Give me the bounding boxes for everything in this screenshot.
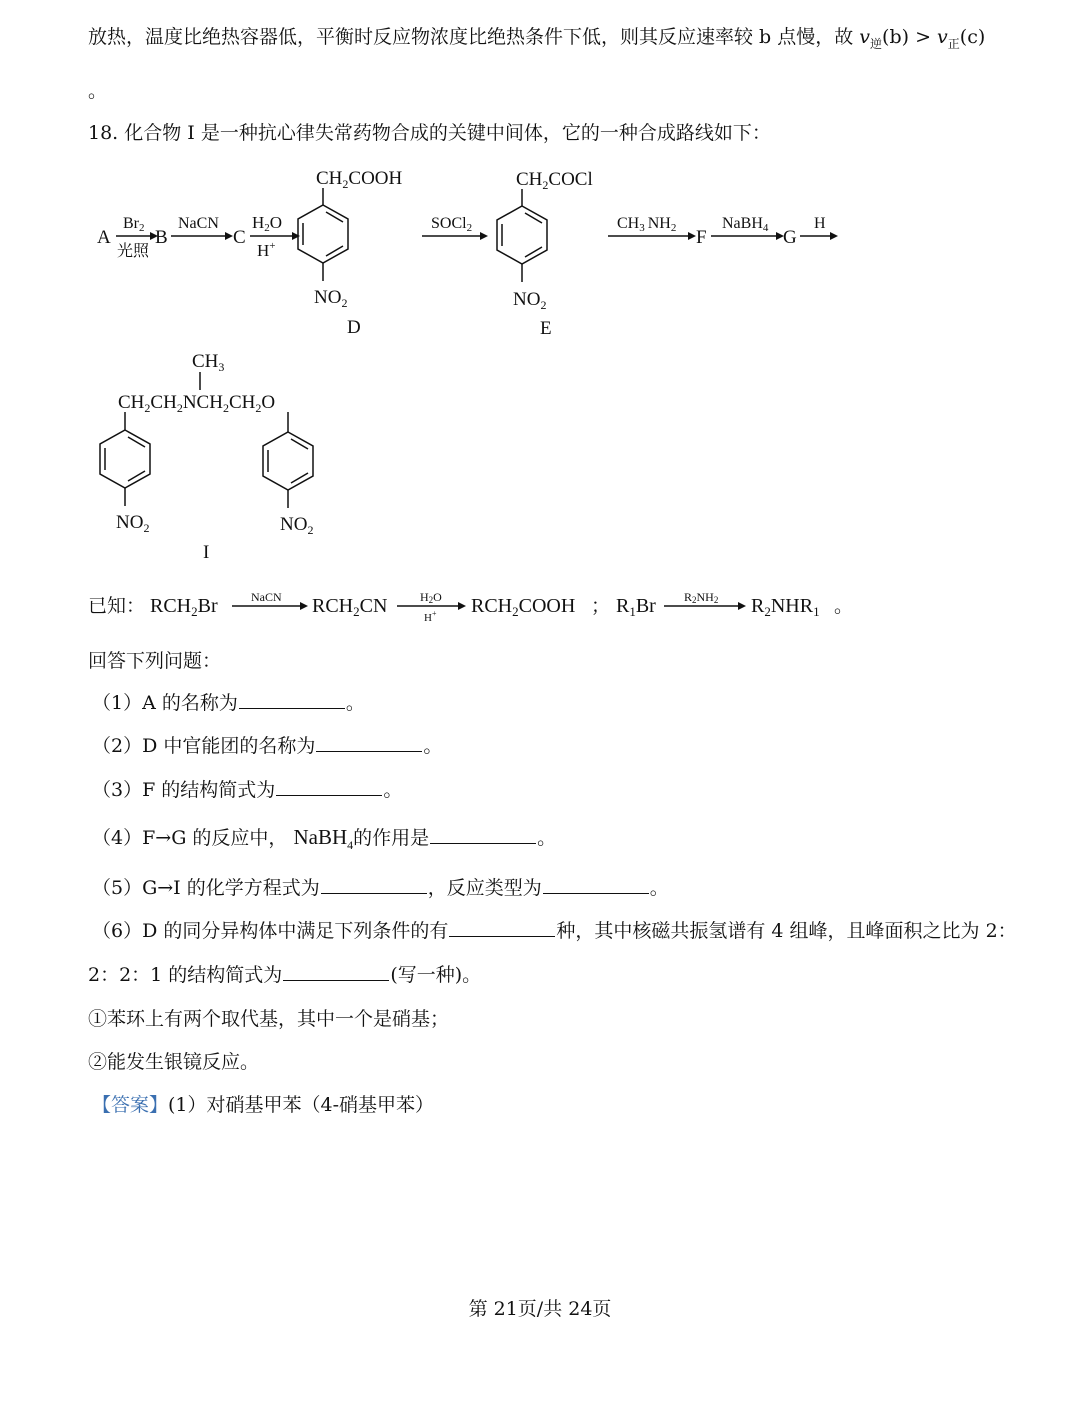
- known-arrow-1-head: [300, 602, 308, 610]
- question-4: [92, 823, 556, 853]
- known-eq1-mid: $RCH_2CN$: [312, 595, 388, 619]
- arrow-2-head: [225, 232, 233, 240]
- known-arrow-3-head: [738, 602, 746, 610]
- rate-sub-fwd: 正: [947, 36, 960, 51]
- arrow-3-head: [292, 232, 300, 240]
- question-6-text-2: 种，其中核磁共振氢谱有 4 组峰，且峰面积之比为 2：: [556, 920, 1017, 942]
- compound-B: B: [155, 227, 168, 248]
- E-ring-double-3: [525, 247, 542, 257]
- answer-tag: 【答案】: [92, 1094, 169, 1116]
- known-eq2-right: $RCH_2COOH$: [471, 595, 576, 619]
- question-intro: 18. 化合物 I 是一种抗心律失常药物合成的关键中间体，它的一种合成路线如下：: [88, 122, 771, 144]
- question-5-end: 。: [649, 877, 669, 899]
- I-left-double-2: [128, 437, 145, 447]
- answer-blank-5b[interactable]: [543, 875, 649, 894]
- question-6-cont: [88, 960, 481, 987]
- I-left-nitro: $NO_2$: [116, 512, 150, 535]
- reagent-ch3nh2: CH3 NH2: [617, 215, 677, 234]
- known-reagent-nacn: NaCN: [251, 590, 282, 604]
- rate-symbol-rev: v: [859, 26, 871, 48]
- D-nitro: $NO_2$: [314, 287, 348, 310]
- question-3-text: （3）F 的结构简式为: [92, 779, 276, 801]
- question-1-end: 。: [345, 692, 365, 714]
- D-ring-double-3: [326, 246, 343, 256]
- question-1: [92, 688, 365, 715]
- compound-G: G: [783, 227, 797, 248]
- known-eq1-left: $RCH_2Br$: [150, 595, 218, 619]
- questions-prompt: 回答下列问题：: [88, 650, 222, 672]
- answer-text: (1）对硝基甲苯（4-硝基甲苯）: [168, 1094, 435, 1116]
- page-footer: 第 21页/共 24页: [468, 1298, 612, 1320]
- rate-arg-c: (c): [959, 26, 986, 48]
- known-separator: ；: [591, 595, 611, 617]
- answer-blank-4[interactable]: [430, 825, 536, 844]
- question-4-chem: [293, 825, 354, 853]
- question-6-end: (写一种)。: [390, 964, 482, 986]
- I-methyl: $CH_3$: [192, 351, 225, 374]
- known-reagent-h2o: H2O: [420, 590, 442, 605]
- condition-2: ②能发生银镜反应。: [88, 1051, 260, 1073]
- question-1-text: （1）A 的名称为: [92, 692, 238, 714]
- rate-sub-rev: 逆: [870, 36, 883, 51]
- question-3: [92, 775, 402, 802]
- question-4-text: （4）F→G 的反应中，: [92, 827, 288, 849]
- D-benzene-ring: [298, 205, 348, 263]
- question-4-chem-sub: 4: [347, 838, 354, 853]
- I-left-benzene: [100, 430, 150, 488]
- reagent-h-plus: H+: [257, 240, 276, 260]
- question-2-end: 。: [423, 735, 443, 757]
- E-nitro: $NO_2$: [513, 289, 547, 312]
- known-reagent-h-plus: H+: [424, 609, 437, 624]
- answer-line: [92, 1090, 434, 1117]
- E-substituent-top: $CH_2COCl$: [516, 169, 593, 192]
- continuation-period: 。: [88, 80, 108, 102]
- D-label: D: [347, 317, 361, 338]
- condition-1: ①苯环上有两个取代基，其中一个是硝基；: [88, 1008, 450, 1030]
- question-4-text-2: 的作用是: [353, 827, 430, 849]
- question-3-end: 。: [383, 779, 403, 801]
- question-5-text-2: ，反应类型为: [427, 877, 542, 899]
- E-ring-double-2: [525, 213, 542, 223]
- I-right-double-3: [291, 473, 308, 483]
- known-arrow-2-head: [458, 602, 466, 610]
- reagent-h: H: [814, 215, 826, 232]
- known-reactions: [0, 588, 1080, 628]
- arrow-7-head: [830, 232, 838, 240]
- question-2-text: （2）D 中官能团的名称为: [92, 735, 316, 757]
- compound-C: C: [233, 227, 246, 248]
- known-label: 已知：: [88, 595, 146, 617]
- arrow-4-head: [480, 232, 488, 240]
- I-chain: $CH_2CH_2NCH_2CH_2O$: [118, 392, 276, 415]
- compound-F: F: [696, 227, 707, 248]
- known-end: 。: [834, 595, 854, 617]
- question-6-text: （6）D 的同分异构体中满足下列条件的有: [92, 920, 449, 942]
- question-4-end: 。: [537, 827, 557, 849]
- rate-arg-b: (b) >: [882, 26, 931, 48]
- answer-blank-2[interactable]: [316, 733, 422, 752]
- I-label: I: [203, 542, 210, 563]
- answer-blank-3[interactable]: [276, 777, 382, 796]
- answer-blank-6a[interactable]: [449, 918, 555, 937]
- reagent-h2o: H2O: [252, 213, 283, 234]
- answer-blank-5a[interactable]: [321, 875, 427, 894]
- question-4-chem-main: NaBH: [293, 825, 348, 849]
- D-ring-double-2: [326, 212, 343, 222]
- compound-A: A: [97, 227, 111, 248]
- E-benzene-ring: [497, 206, 547, 264]
- question-6-text-3: 2：2：1 的结构简式为: [88, 964, 283, 986]
- synthesis-scheme: [0, 0, 1080, 580]
- I-right-benzene: [263, 432, 313, 490]
- question-2: [92, 731, 442, 758]
- I-right-nitro: $NO_2$: [280, 514, 314, 537]
- E-label: E: [540, 318, 552, 339]
- reagent-socl2: SOCl2: [431, 215, 473, 234]
- known-eq3-right: $R_2NHR_1$: [751, 595, 820, 619]
- I-right-double-2: [291, 439, 308, 449]
- reagent-nacn: NaCN: [178, 215, 219, 232]
- known-reagent-r2nh2: R2NH2: [684, 590, 719, 605]
- reagent-br2: Br2: [123, 215, 145, 234]
- question-5-text: （5）G→I 的化学方程式为: [92, 877, 320, 899]
- answer-blank-1[interactable]: [239, 690, 345, 709]
- arrow-5-head: [688, 232, 696, 240]
- question-5: [92, 873, 669, 900]
- rate-symbol-fwd: v: [937, 26, 948, 48]
- I-left-double-3: [128, 471, 145, 481]
- answer-blank-6b[interactable]: [283, 962, 389, 981]
- known-eq3-left: $R_1Br$: [616, 595, 656, 619]
- D-substituent-top: $CH_2COOH$: [316, 168, 403, 191]
- continuation-sentence: 放热，温度比绝热容器低，平衡时反应物浓度比绝热条件下低，则其反应速率较 b 点慢，故: [88, 26, 854, 48]
- reagent-nabh4: NaBH4: [722, 215, 769, 234]
- question-6: [92, 916, 1017, 943]
- reagent-light: 光照: [117, 241, 150, 260]
